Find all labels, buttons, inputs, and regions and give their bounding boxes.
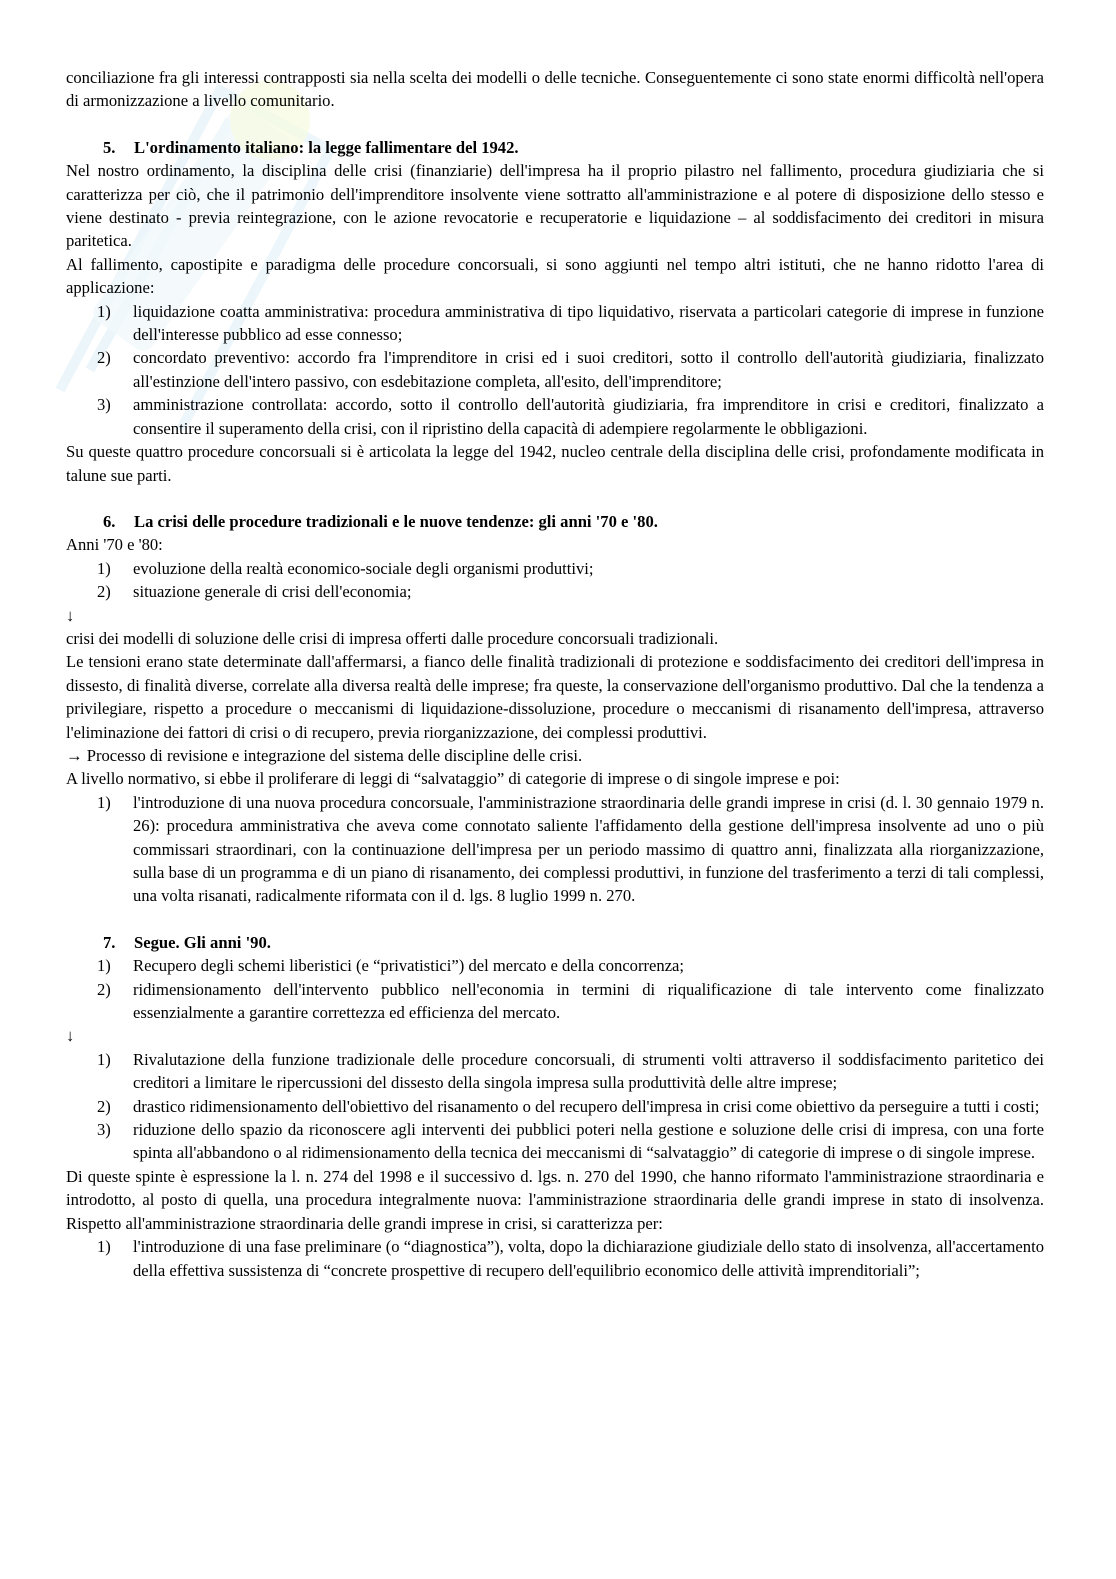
section-5-heading	[103, 136, 1044, 159]
section-7-list-1	[66, 954, 1044, 1024]
section-6-paragraph-1: Anni '70 e '80:	[66, 535, 163, 555]
section-6-list-2	[66, 791, 1044, 908]
section-6-paragraph-3: Le tensioni erano state determinate dall'affermarsi, a fianco delle finalità tradizionali di protezione e soddisfacimento dei creditori dell'impresa in dissesto, di finalità diverse, correlate alla diversa realtà delle imprese; fra queste, la conservazione dell'organismo produttivo. Dal che la tendenza a privilegiare, rispetto a procedure o meccanismi di liquidazione-dissoluzione, procedure o meccanismi di risanamento dell'impresa, attraverso l'eliminazione dei fattori di crisi o di recupero, previa riorganizzazione, dei complessi produttivi.	[66, 652, 1044, 742]
section-title: L'ordinamento italiano: la legge fallimentare del 1942.	[134, 137, 519, 157]
section-6-paragraph-2: crisi dei modelli di soluzione delle crisi di impresa offerti dalle procedure concorsuali tradizionali.	[66, 628, 719, 648]
section-7-list-2	[66, 1048, 1044, 1165]
down-arrow: ↓	[66, 605, 75, 625]
section-5-paragraph-3: Su queste quattro procedure concorsuali si è articolata la legge del 1942, nucleo centrale della disciplina delle crisi, profondamente modificata in talune sue parti.	[66, 442, 1044, 485]
intro-paragraph: conciliazione fra gli interessi contrapposti sia nella scelta dei modelli o delle tecniche. Conseguentemente ci sono state enormi difficoltà nell'opera di armonizzazione a livello comunitario.	[66, 68, 1044, 111]
section-7-heading	[103, 931, 1044, 954]
list-item: 3) riduzione dello spazio da riconoscere agli interventi dei pubblici poteri nella gestione e soluzione delle crisi di impresa, con una forte spinta all'abbandono o al ridimensionamento della tecnica dei meccanismi di “salvataggio” di categorie di imprese o di singole imprese.	[97, 1120, 1044, 1163]
list-item: 3) amministrazione controllata: accordo, sotto il controllo dell'autorità giudiziaria, fra imprenditore in crisi e creditori, finalizzato a consentire il superamento della crisi, con il ripristino della capacità di adempiere regolarmente le obbligazioni.	[97, 395, 1044, 438]
list-item: 1) l'introduzione di una nuova procedura concorsuale, l'amministrazione straordinaria delle grandi imprese in crisi (d. l. 30 gennaio 1979 n. 26): procedura amministrativa che aveva come connotato saliente l'affidamento della gestione dell'impresa insolvente ad uno o più commissari straordinari, con la continuazione dell'impresa per un periodo massimo di quattro anni, finalizzata alla riorganizzazione, sulla base di un programma e di un piano di risanamento, dei complessi produttivi, in funzione del trasferimento a terzi di tali complessi, una volta risanati, radicalmente riformata con il d. lgs. 8 luglio 1999 n. 270.	[97, 792, 1044, 906]
down-arrow: ↓	[66, 1026, 75, 1046]
section-title: Segue. Gli anni '90.	[134, 932, 271, 952]
section-5-list	[66, 300, 1044, 440]
section-6-paragraph-4: → Processo di revisione e integrazione del sistema delle discipline delle crisi.	[66, 745, 583, 765]
section-6-heading	[103, 510, 1044, 533]
section-6-paragraph-5: A livello normativo, si ebbe il proliferare di leggi di “salvataggio” di categorie di imprese o di singole imprese e poi:	[66, 769, 840, 789]
section-5-paragraph-2: Al fallimento, capostipite e paradigma delle procedure concorsuali, si sono aggiunti nel tempo altri istituti, che ne hanno ridotto l'area di applicazione:	[66, 254, 1044, 298]
list-item: 1) l'introduzione di una fase preliminare (o “diagnostica”), volta, dopo la dichiarazione giudiziale dello stato di insolvenza, all'accertamento della effettiva sussistenza di “concrete prospettive di recupero dell'equilibrio economico delle attività imprenditoriali”;	[97, 1237, 1044, 1280]
list-item: 2) situazione generale di crisi dell'economia;	[97, 582, 412, 602]
section-6-list-1	[66, 557, 1044, 604]
section-7-list-3	[66, 1235, 1044, 1282]
section-number: 7.	[103, 932, 116, 952]
list-item: 1) Rivalutazione della funzione tradizionale delle procedure concorsuali, di strumenti volti attraverso il soddisfacimento paritetico dei creditori a limitare le ripercussioni del dissesto della singola impresa sulla produttività delle altre imprese;	[97, 1049, 1044, 1093]
section-number: 5.	[103, 137, 116, 157]
list-item: 2) concordato preventivo: accordo fra l'imprenditore in crisi ed i suoi creditori, sotto il controllo dell'autorità giudiziaria, finalizzato all'estinzione dell'intero passivo, con esdebitazione completa, all'esito, dell'imprenditore;	[97, 348, 1044, 391]
section-5-paragraph-1: Nel nostro ordinamento, la disciplina delle crisi (finanziarie) dell'impresa ha il proprio pilastro nel fallimento, procedura giudiziaria che si caratterizza per ciò, che il patrimonio dell'imprenditore insolvente viene sottratto all'amministrazione e al potere di disposizione dello stesso e viene destinato - previa reintegrazione, con le azione revocatorie e recuperatorie e liquidazione – al soddisfacimento dei creditori in misura paritetica.	[66, 161, 1044, 251]
list-item: 1) Recupero degli schemi liberistici (e “privatistici”) del mercato e della concorrenza;	[97, 956, 685, 976]
list-item: 2) ridimensionamento dell'intervento pubblico nell'economia in termini di riqualificazione di tale intervento come finalizzato essenzialmente a garantire correttezza ed efficienza del mercato.	[97, 979, 1044, 1023]
section-title: La crisi delle procedure tradizionali e le nuove tendenze: gli anni '70 e '80.	[134, 511, 658, 531]
list-item: 1) evoluzione della realtà economico-sociale degli organismi produttivi;	[97, 558, 594, 578]
list-item: 2) drastico ridimensionamento dell'obiettivo del risanamento o del recupero dell'impresa in crisi come obiettivo da perseguire a tutti i costi;	[97, 1096, 1040, 1116]
section-number: 6.	[103, 511, 116, 531]
section-7-paragraph-1: Di queste spinte è espressione la l. n. 274 del 1998 e il successivo d. lgs. n. 270 del 1990, che hanno riformato l'amministrazione straordinaria e introdotto, al posto di quella, una procedura integralmente nuova: l'amministrazione straordinaria delle grandi imprese in stato di insolvenza. Rispetto all'amministrazione straordinaria delle grandi imprese in crisi, si caratterizza per:	[66, 1166, 1044, 1233]
document-page	[66, 66, 1044, 1282]
list-item: 1) liquidazione coatta amministrativa: procedura amministrativa di tipo liquidativo, riservata a particolari categorie di imprese in funzione dell'interesse pubblico ad esse connesso;	[97, 301, 1044, 345]
